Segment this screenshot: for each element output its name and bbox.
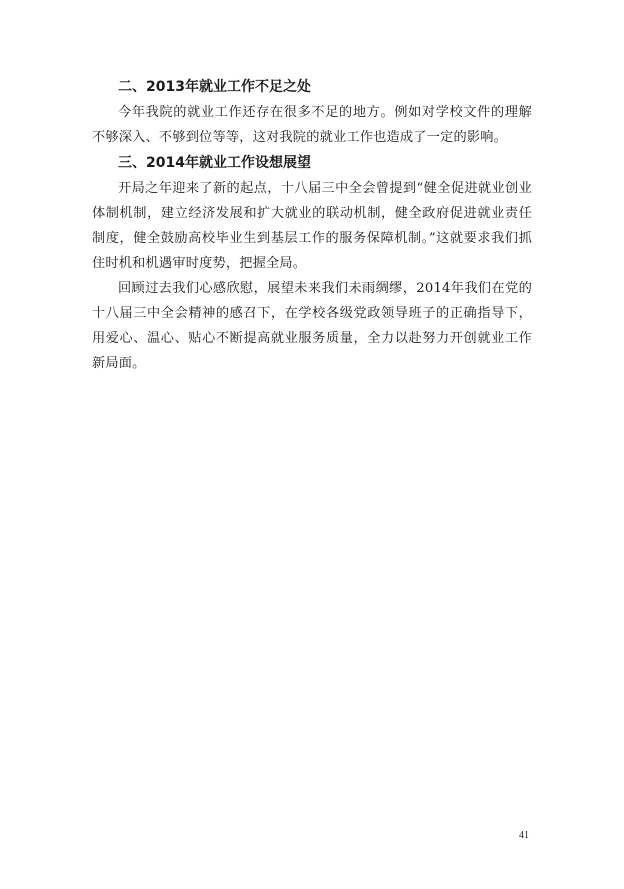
- paragraph-looking-back: 回顾过去我们心感欣慰，展望未来我们未雨绸缪，2014年我们在党的十八届三中全会精神的感召下，在学校各级党政领导班子的正确指导下，用爱心、温心、贴心不断提高就业服务质量，全力以赴努力开创就业工作新局面。: [92, 281, 532, 371]
- section-heading-2013-shortcomings: 二、2013年就业工作不足之处: [118, 79, 311, 95]
- section-heading-2014-outlook: 三、2014年就业工作设想展望: [118, 155, 311, 171]
- paragraph-new-starting-point: 开局之年迎来了新的起点，十八届三中全会曾提到“健全促进就业创业体制机制，建立经济发展和扩大就业的联动机制，健全政府促进就业责任制度，健全鼓励高校毕业生到基层工作的服务保障机制。”这就要求我们抓住时机和机遇审时度势，把握全局。: [92, 181, 532, 271]
- paragraph-shortcomings: 今年我院的就业工作还存在很多不足的地方。例如对学校文件的理解不够深入、不够到位等等，这对我院的就业工作也造成了一定的影响。: [92, 105, 532, 145]
- page-number: 41: [519, 830, 529, 841]
- page-content: [92, 74, 532, 376]
